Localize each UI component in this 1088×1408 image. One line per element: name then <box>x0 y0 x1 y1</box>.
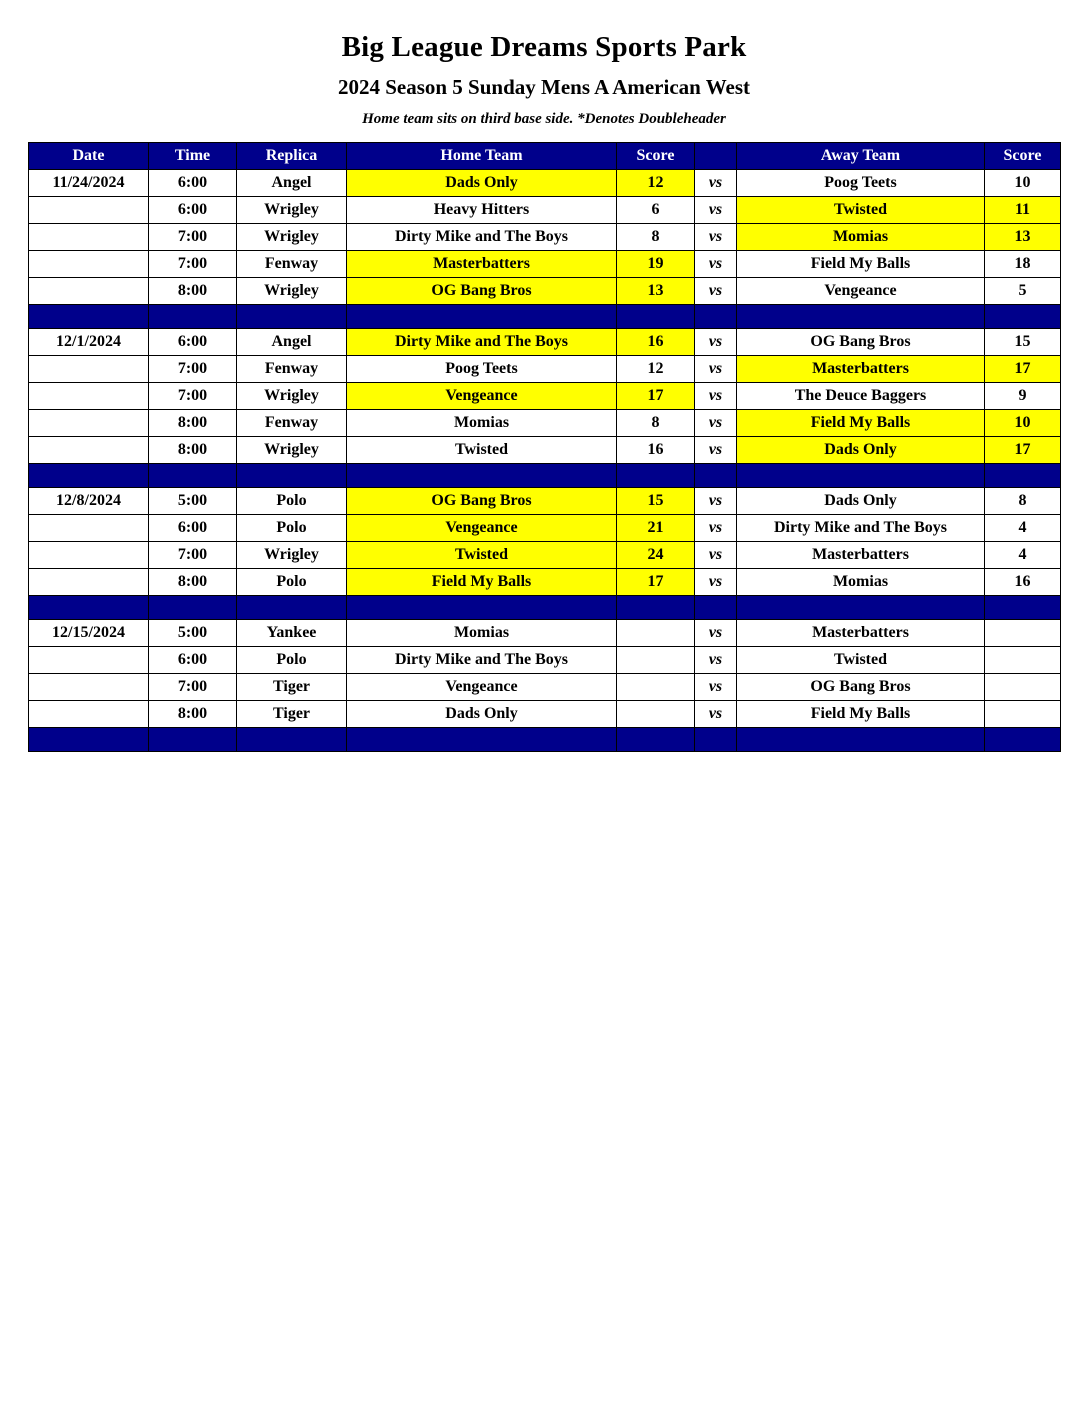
spacer-cell <box>347 727 617 751</box>
table-row <box>29 169 1061 196</box>
column-header-away-score: Score <box>985 142 1061 169</box>
cell-vs: vs <box>695 646 737 673</box>
table-row <box>29 487 1061 514</box>
cell-time: 6:00 <box>149 196 237 223</box>
cell-date <box>29 250 149 277</box>
cell-vs: vs <box>695 328 737 355</box>
cell-home-score: 8 <box>617 223 695 250</box>
cell-vs: vs <box>695 487 737 514</box>
cell-vs: vs <box>695 169 737 196</box>
cell-home-team: Vengeance <box>347 514 617 541</box>
cell-vs: vs <box>695 568 737 595</box>
cell-replica: Polo <box>237 514 347 541</box>
cell-vs: vs <box>695 619 737 646</box>
cell-replica: Yankee <box>237 619 347 646</box>
cell-time: 8:00 <box>149 436 237 463</box>
cell-time: 8:00 <box>149 568 237 595</box>
cell-home-score: 16 <box>617 328 695 355</box>
column-header-away-team: Away Team <box>737 142 985 169</box>
cell-away-team: Masterbatters <box>737 355 985 382</box>
cell-replica: Wrigley <box>237 541 347 568</box>
cell-replica: Wrigley <box>237 436 347 463</box>
cell-time: 7:00 <box>149 673 237 700</box>
spacer-cell <box>237 595 347 619</box>
cell-vs: vs <box>695 409 737 436</box>
table-row <box>29 328 1061 355</box>
cell-home-score: 16 <box>617 436 695 463</box>
cell-date <box>29 436 149 463</box>
cell-away-team: Field My Balls <box>737 409 985 436</box>
schedule-body <box>29 169 1061 751</box>
cell-time: 8:00 <box>149 700 237 727</box>
cell-away-score <box>985 700 1061 727</box>
spacer-cell <box>237 304 347 328</box>
cell-replica: Fenway <box>237 409 347 436</box>
cell-date <box>29 568 149 595</box>
cell-date <box>29 541 149 568</box>
cell-time: 6:00 <box>149 169 237 196</box>
table-spacer-row <box>29 727 1061 751</box>
table-header-row <box>29 142 1061 169</box>
cell-away-score <box>985 619 1061 646</box>
cell-away-team: Field My Balls <box>737 250 985 277</box>
cell-home-score: 24 <box>617 541 695 568</box>
spacer-cell <box>237 463 347 487</box>
cell-replica: Angel <box>237 169 347 196</box>
cell-away-score: 5 <box>985 277 1061 304</box>
cell-away-score: 15 <box>985 328 1061 355</box>
cell-away-score: 11 <box>985 196 1061 223</box>
cell-home-score <box>617 673 695 700</box>
cell-home-score: 13 <box>617 277 695 304</box>
cell-vs: vs <box>695 196 737 223</box>
spacer-cell <box>149 595 237 619</box>
cell-away-team: Masterbatters <box>737 619 985 646</box>
cell-vs: vs <box>695 223 737 250</box>
spacer-cell <box>617 463 695 487</box>
cell-away-team: Twisted <box>737 196 985 223</box>
cell-vs: vs <box>695 700 737 727</box>
cell-time: 5:00 <box>149 619 237 646</box>
column-header-home-score: Score <box>617 142 695 169</box>
cell-time: 8:00 <box>149 409 237 436</box>
cell-away-team: Masterbatters <box>737 541 985 568</box>
cell-home-score <box>617 700 695 727</box>
spacer-cell <box>149 304 237 328</box>
cell-away-team: Dads Only <box>737 436 985 463</box>
table-row <box>29 514 1061 541</box>
table-row <box>29 541 1061 568</box>
cell-date <box>29 646 149 673</box>
spacer-cell <box>617 304 695 328</box>
cell-home-team: Momias <box>347 409 617 436</box>
cell-home-score: 12 <box>617 355 695 382</box>
cell-away-score: 16 <box>985 568 1061 595</box>
cell-home-score: 21 <box>617 514 695 541</box>
column-header-replica: Replica <box>237 142 347 169</box>
cell-away-team: Momias <box>737 223 985 250</box>
spacer-cell <box>985 727 1061 751</box>
page-subtitle: 2024 Season 5 Sunday Mens A American West <box>337 74 751 99</box>
cell-home-score: 8 <box>617 409 695 436</box>
table-row <box>29 382 1061 409</box>
cell-away-score <box>985 646 1061 673</box>
cell-replica: Fenway <box>237 250 347 277</box>
cell-date <box>29 673 149 700</box>
cell-vs: vs <box>695 382 737 409</box>
cell-date <box>29 700 149 727</box>
schedule-table <box>28 142 1061 752</box>
spacer-cell <box>29 304 149 328</box>
cell-home-team: Field My Balls <box>347 568 617 595</box>
cell-away-team: The Deuce Baggers <box>737 382 985 409</box>
cell-home-team: Vengeance <box>347 382 617 409</box>
cell-home-score: 19 <box>617 250 695 277</box>
cell-home-team: Twisted <box>347 436 617 463</box>
cell-home-score: 15 <box>617 487 695 514</box>
table-row <box>29 619 1061 646</box>
table-row <box>29 568 1061 595</box>
table-row <box>29 436 1061 463</box>
cell-date <box>29 382 149 409</box>
spacer-cell <box>737 463 985 487</box>
spacer-cell <box>347 595 617 619</box>
spacer-cell <box>29 463 149 487</box>
column-header-date: Date <box>29 142 149 169</box>
cell-date <box>29 355 149 382</box>
spacer-cell <box>695 304 737 328</box>
column-header-home-team: Home Team <box>347 142 617 169</box>
cell-time: 7:00 <box>149 355 237 382</box>
table-row <box>29 700 1061 727</box>
cell-replica: Tiger <box>237 700 347 727</box>
cell-vs: vs <box>695 277 737 304</box>
cell-time: 7:00 <box>149 541 237 568</box>
table-row <box>29 223 1061 250</box>
table-spacer-row <box>29 304 1061 328</box>
cell-home-team: Dads Only <box>347 169 617 196</box>
table-row <box>29 646 1061 673</box>
cell-vs: vs <box>695 250 737 277</box>
cell-away-score: 4 <box>985 541 1061 568</box>
cell-date <box>29 514 149 541</box>
cell-date <box>29 277 149 304</box>
spacer-cell <box>695 463 737 487</box>
cell-away-score <box>985 673 1061 700</box>
cell-replica: Wrigley <box>237 277 347 304</box>
spacer-cell <box>737 727 985 751</box>
cell-vs: vs <box>695 436 737 463</box>
column-header-vs <box>695 142 737 169</box>
cell-away-score: 13 <box>985 223 1061 250</box>
cell-home-score: 6 <box>617 196 695 223</box>
table-spacer-row <box>29 463 1061 487</box>
cell-away-team: Field My Balls <box>737 700 985 727</box>
cell-replica: Fenway <box>237 355 347 382</box>
page-note: Home team sits on third base side. *Denotes Doubleheader <box>362 110 726 127</box>
cell-replica: Wrigley <box>237 382 347 409</box>
cell-time: 7:00 <box>149 250 237 277</box>
cell-time: 5:00 <box>149 487 237 514</box>
spacer-cell <box>737 304 985 328</box>
cell-home-score <box>617 646 695 673</box>
cell-home-team: Dirty Mike and The Boys <box>347 223 617 250</box>
cell-replica: Polo <box>237 568 347 595</box>
cell-date <box>29 223 149 250</box>
spacer-cell <box>617 727 695 751</box>
cell-home-team: Dads Only <box>347 700 617 727</box>
cell-home-team: Momias <box>347 619 617 646</box>
cell-time: 8:00 <box>149 277 237 304</box>
spacer-cell <box>695 595 737 619</box>
spacer-cell <box>695 727 737 751</box>
spacer-cell <box>985 463 1061 487</box>
cell-time: 6:00 <box>149 646 237 673</box>
table-row <box>29 409 1061 436</box>
cell-away-score: 9 <box>985 382 1061 409</box>
cell-time: 6:00 <box>149 514 237 541</box>
cell-away-team: OG Bang Bros <box>737 673 985 700</box>
cell-replica: Angel <box>237 328 347 355</box>
spacer-cell <box>347 463 617 487</box>
cell-home-team: OG Bang Bros <box>347 277 617 304</box>
spacer-cell <box>29 595 149 619</box>
spacer-cell <box>737 595 985 619</box>
cell-time: 6:00 <box>149 328 237 355</box>
cell-home-team: Dirty Mike and The Boys <box>347 328 617 355</box>
cell-away-team: Momias <box>737 568 985 595</box>
cell-date: 12/8/2024 <box>29 487 149 514</box>
cell-home-team: Heavy Hitters <box>347 196 617 223</box>
cell-away-score: 17 <box>985 355 1061 382</box>
spacer-cell <box>985 304 1061 328</box>
cell-away-team: Twisted <box>737 646 985 673</box>
spacer-cell <box>29 727 149 751</box>
cell-away-score: 8 <box>985 487 1061 514</box>
cell-home-team: Vengeance <box>347 673 617 700</box>
cell-replica: Polo <box>237 487 347 514</box>
cell-date: 12/15/2024 <box>29 619 149 646</box>
cell-home-score: 17 <box>617 382 695 409</box>
cell-replica: Tiger <box>237 673 347 700</box>
spacer-cell <box>149 727 237 751</box>
cell-time: 7:00 <box>149 382 237 409</box>
page-title: Big League Dreams Sports Park <box>341 31 747 63</box>
spacer-cell <box>617 595 695 619</box>
spacer-cell <box>347 304 617 328</box>
cell-away-score: 10 <box>985 409 1061 436</box>
cell-vs: vs <box>695 514 737 541</box>
cell-vs: vs <box>695 355 737 382</box>
cell-home-score <box>617 619 695 646</box>
cell-home-team: Twisted <box>347 541 617 568</box>
spacer-cell <box>149 463 237 487</box>
table-row <box>29 196 1061 223</box>
cell-home-score: 17 <box>617 568 695 595</box>
cell-home-team: Masterbatters <box>347 250 617 277</box>
cell-vs: vs <box>695 541 737 568</box>
cell-away-score: 17 <box>985 436 1061 463</box>
cell-replica: Wrigley <box>237 223 347 250</box>
table-row <box>29 673 1061 700</box>
cell-away-team: Dads Only <box>737 487 985 514</box>
cell-date: 12/1/2024 <box>29 328 149 355</box>
spacer-cell <box>237 727 347 751</box>
cell-replica: Wrigley <box>237 196 347 223</box>
cell-date: 11/24/2024 <box>29 169 149 196</box>
cell-away-score: 10 <box>985 169 1061 196</box>
table-row <box>29 250 1061 277</box>
cell-date <box>29 196 149 223</box>
cell-away-team: OG Bang Bros <box>737 328 985 355</box>
cell-home-team: Dirty Mike and The Boys <box>347 646 617 673</box>
cell-date <box>29 409 149 436</box>
cell-home-team: Poog Teets <box>347 355 617 382</box>
cell-away-score: 18 <box>985 250 1061 277</box>
cell-vs: vs <box>695 673 737 700</box>
cell-away-team: Poog Teets <box>737 169 985 196</box>
cell-home-score: 12 <box>617 169 695 196</box>
cell-away-score: 4 <box>985 514 1061 541</box>
table-row <box>29 277 1061 304</box>
column-header-time: Time <box>149 142 237 169</box>
table-row <box>29 355 1061 382</box>
spacer-cell <box>985 595 1061 619</box>
cell-away-team: Dirty Mike and The Boys <box>737 514 985 541</box>
cell-home-team: OG Bang Bros <box>347 487 617 514</box>
cell-replica: Polo <box>237 646 347 673</box>
cell-time: 7:00 <box>149 223 237 250</box>
cell-away-team: Vengeance <box>737 277 985 304</box>
table-spacer-row <box>29 595 1061 619</box>
